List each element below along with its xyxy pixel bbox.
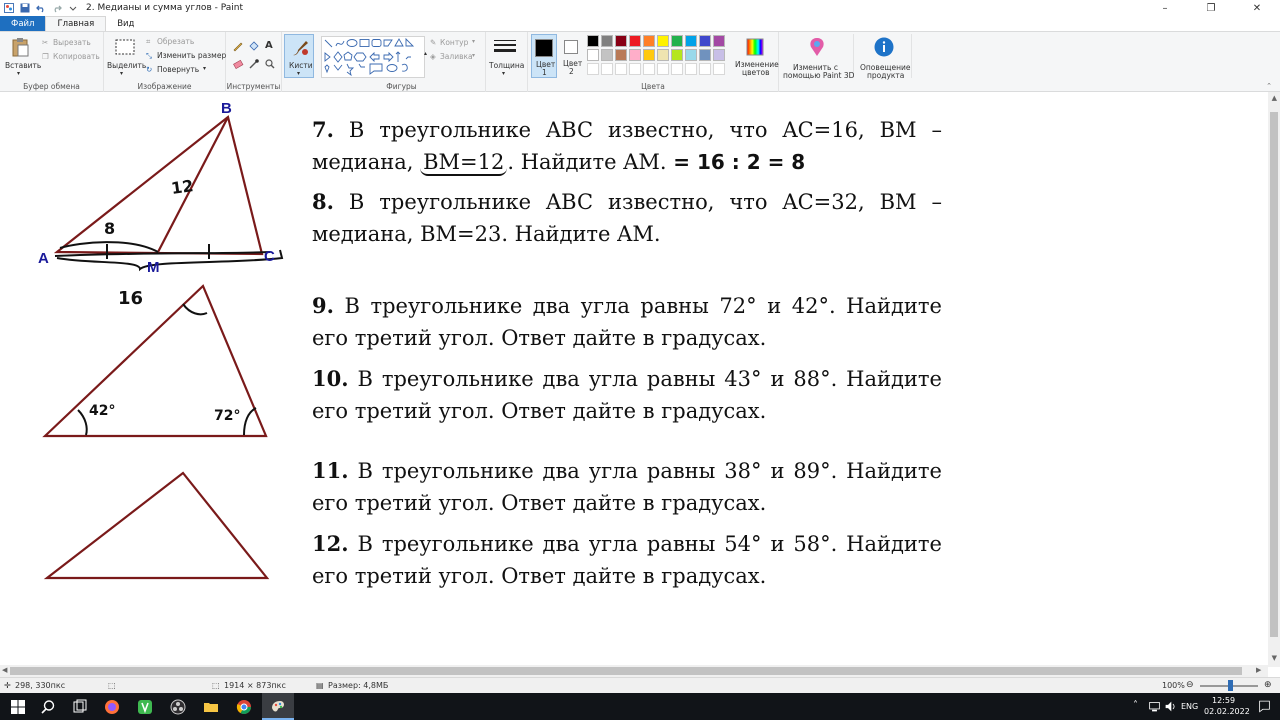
outline-button[interactable] <box>430 38 484 49</box>
crop-icon: ⌗ <box>146 37 151 46</box>
problem-12-text: В треугольнике два угла равны 54° и 58°. Найдите его третий угол. Ответ дайте в градусах. <box>312 532 942 588</box>
paint3d-label-2: помощью Paint 3D <box>783 71 855 80</box>
tools-group-label: Инструменты <box>226 82 281 91</box>
image-dimensions-icon: ⬚ <box>212 681 220 690</box>
problem-9-number: 9. <box>312 293 334 318</box>
tools-group <box>226 32 282 92</box>
clock-time[interactable]: 12:59 <box>1212 696 1236 705</box>
problem-7 <box>312 114 942 178</box>
fill-button[interactable] <box>430 52 484 63</box>
outline-dropdown-icon: ▾ <box>472 38 476 45</box>
color2-button[interactable] <box>559 34 585 78</box>
handwritten-am-length: 8 <box>104 219 116 238</box>
rotate-dropdown-icon: ▾ <box>203 65 207 72</box>
problem-7-after: . Найдите AM. <box>507 150 667 174</box>
task-view-icon[interactable] <box>72 699 88 715</box>
paste-icon <box>12 37 30 57</box>
obs-icon[interactable] <box>170 699 186 715</box>
product-alert-label-2: продукта <box>867 71 905 80</box>
problem-7-number: 7. <box>312 117 334 142</box>
color2-label: Цвет <box>563 59 583 68</box>
network-icon[interactable] <box>1148 700 1161 713</box>
edit-paint3d-button[interactable] <box>780 34 854 78</box>
problem-10 <box>312 363 942 427</box>
palette-swatch[interactable] <box>629 35 641 47</box>
crop-label: Обрезать <box>157 37 195 46</box>
size-label: Толщина <box>489 61 525 70</box>
colors-group <box>527 32 779 92</box>
brush-icon <box>290 38 310 58</box>
firefox-icon[interactable] <box>104 699 120 715</box>
palette-custom-slot[interactable] <box>629 63 641 75</box>
maximize-button[interactable]: ❐ <box>1206 2 1216 14</box>
outline-icon: ✎ <box>430 38 437 47</box>
image-group <box>104 32 226 92</box>
handwritten-marks <box>55 242 282 269</box>
problem-11-text: В треугольнике два угла равны 38° и 89°. Найдите его третий угол. Ответ дайте в градусах. <box>312 459 942 515</box>
status-bar <box>0 677 1280 693</box>
brushes-label: Кисти <box>289 61 313 70</box>
problem-12 <box>312 528 942 592</box>
palette-swatch[interactable] <box>587 35 599 47</box>
tray-expand-icon[interactable]: ˄ <box>1133 700 1138 711</box>
cursor-position: 298, 330пкс <box>15 681 66 690</box>
canvas[interactable] <box>0 92 1280 677</box>
palette-swatch[interactable] <box>615 49 627 61</box>
colors-group-label: Цвета <box>641 82 665 91</box>
collapse-ribbon-icon[interactable]: ⌃ <box>1266 82 1272 90</box>
problem-12-number: 12. <box>312 531 349 556</box>
chrome-icon[interactable] <box>236 699 252 715</box>
palette-custom-slot[interactable] <box>615 63 627 75</box>
vertex-label-a: A <box>38 250 49 267</box>
customize-quick-access-icon[interactable] <box>68 3 78 13</box>
edit-colors-button[interactable] <box>732 34 778 78</box>
problem-8-number: 8. <box>312 189 334 214</box>
copy-button[interactable] <box>42 52 102 63</box>
cursor-position-icon: ✛ <box>4 681 11 690</box>
handwritten-angle-42: 42° <box>89 403 116 419</box>
crop-button[interactable] <box>146 37 224 48</box>
notifications-icon[interactable] <box>1258 699 1271 713</box>
fill-icon: ◈ <box>430 52 436 61</box>
handwritten-ac-length: 16 <box>118 288 144 309</box>
palette-swatch[interactable] <box>657 35 669 47</box>
fill-bucket-icon[interactable] <box>248 40 260 52</box>
edit-colors-icon <box>746 38 764 56</box>
title-bar <box>0 0 1280 16</box>
fill-dropdown-icon: ▾ <box>472 52 476 59</box>
image-group-label: Изображение <box>137 82 192 91</box>
tab-view[interactable]: Вид <box>117 18 135 29</box>
shapes-gallery[interactable] <box>321 36 428 78</box>
palette-custom-slot[interactable] <box>657 63 669 75</box>
color-palette <box>587 35 737 79</box>
palette-swatch[interactable] <box>601 49 613 61</box>
palette-custom-slot[interactable] <box>643 63 655 75</box>
problem-11 <box>312 455 942 519</box>
paste-label: Вставить <box>5 61 42 70</box>
close-button[interactable]: ✕ <box>1252 2 1262 14</box>
line-thickness-icon <box>494 39 516 55</box>
save-icon[interactable] <box>20 3 30 13</box>
palette-swatch[interactable] <box>629 49 641 61</box>
window-title: 2. Медианы и сумма углов - Paint <box>86 3 243 13</box>
rotate-icon: ↻ <box>146 65 153 74</box>
palette-swatch[interactable] <box>685 35 697 47</box>
quick-access-toolbar <box>0 3 78 13</box>
rotate-label: Повернуть <box>157 65 200 74</box>
resize-label: Изменить размер <box>157 51 227 60</box>
tab-file[interactable]: Файл <box>0 16 45 31</box>
cut-button[interactable] <box>42 38 102 49</box>
taskbar <box>0 693 1280 720</box>
problem-10-text: В треугольнике два угла равны 43° и 88°. Найдите его третий угол. Ответ дайте в градусах. <box>312 367 942 423</box>
selection-size-icon: ⬚ <box>108 681 116 690</box>
eraser-icon[interactable] <box>232 58 244 70</box>
info-icon <box>874 37 894 57</box>
vertex-label-b: B <box>221 100 232 117</box>
windows-start-icon[interactable] <box>10 699 26 715</box>
text-tool-icon[interactable]: A <box>265 40 273 51</box>
shapes-group-label: Фигуры <box>386 82 417 91</box>
paint3d-label-1: Изменить с <box>793 63 838 72</box>
handwritten-bm-length: 12 <box>169 176 195 198</box>
problem-8 <box>312 186 942 250</box>
ribbon-tabs <box>0 16 1280 31</box>
shapes-group <box>318 32 486 92</box>
select-label: Выделить <box>107 61 147 70</box>
resize-icon: ⤡ <box>146 51 152 60</box>
palette-custom-slot[interactable] <box>587 63 599 75</box>
palette-swatch[interactable] <box>657 49 669 61</box>
scroll-left-icon[interactable]: ◀ <box>2 666 8 674</box>
zoom-out-icon[interactable]: ⊖ <box>1186 680 1194 690</box>
palette-swatch[interactable] <box>713 49 725 61</box>
color1-number: 1 <box>542 68 547 77</box>
palette-swatch[interactable] <box>713 35 725 47</box>
vertex-label-c: C <box>264 248 275 265</box>
palette-swatch[interactable] <box>671 35 683 47</box>
color1-swatch <box>535 39 553 57</box>
palette-custom-slot[interactable] <box>713 63 725 75</box>
tab-home[interactable]: Главная <box>45 16 106 31</box>
problem-9 <box>312 290 942 354</box>
select-button[interactable] <box>106 35 147 77</box>
problem-11-number: 11. <box>312 458 349 483</box>
paste-dropdown-icon[interactable]: ▾ <box>17 70 21 77</box>
palette-custom-slot[interactable] <box>699 63 711 75</box>
palette-custom-slot[interactable] <box>685 63 697 75</box>
select-icon <box>115 39 135 55</box>
palette-swatch[interactable] <box>699 35 711 47</box>
search-icon[interactable] <box>40 699 56 715</box>
problem-7-text: В треугольнике ABC известно, что AC=16, BM – медиана, <box>312 118 942 174</box>
paint-taskbar-button[interactable] <box>262 693 294 720</box>
file-size: Размер: 4,8МБ <box>328 681 389 690</box>
clipboard-group <box>0 32 104 92</box>
cut-label: Вырезать <box>53 38 91 47</box>
shapes-scroll-icon[interactable]: ▴ <box>424 50 428 57</box>
triangle-3 <box>47 473 267 578</box>
horizontal-scroll-thumb[interactable] <box>10 667 1242 675</box>
paint-app-icon <box>4 3 14 13</box>
copy-label: Копировать <box>53 52 100 61</box>
palette-swatch[interactable] <box>699 49 711 61</box>
problem-9-text: В треугольнике два угла равны 72° и 42°. Найдите его третий угол. Ответ дайте в градусах. <box>312 294 942 350</box>
palette-swatch[interactable] <box>587 49 599 61</box>
size-button[interactable] <box>487 34 523 78</box>
pencil-icon[interactable] <box>232 40 244 52</box>
palette-custom-slot[interactable] <box>601 63 613 75</box>
color2-number: 2 <box>569 67 574 76</box>
paint3d-icon <box>808 37 826 57</box>
size-dropdown-icon: ▾ <box>502 70 506 77</box>
geometry-drawing <box>0 92 300 592</box>
vertex-label-m: M <box>147 259 160 276</box>
copy-icon: ❐ <box>42 52 49 61</box>
file-size-icon: ▤ <box>316 681 324 690</box>
file-explorer-icon[interactable] <box>203 699 219 715</box>
zoom-level: 100% <box>1162 681 1185 690</box>
scissors-icon: ✂ <box>42 38 49 47</box>
clipboard-group-label: Буфер обмена <box>23 82 80 91</box>
image-dimensions: 1914 × 873пкс <box>224 681 286 690</box>
outline-label: Контур <box>440 38 469 47</box>
edit-colors-label-1: Изменение <box>735 60 779 69</box>
language-indicator[interactable]: ENG <box>1181 702 1199 711</box>
scroll-right-icon[interactable]: ▶ <box>1256 666 1262 674</box>
color-picker-icon[interactable] <box>248 58 260 70</box>
color1-button[interactable] <box>531 34 557 78</box>
color2-swatch <box>564 40 578 54</box>
problem-7-boxed: BM=12 <box>420 150 507 176</box>
scroll-up-icon[interactable]: ▲ <box>1271 94 1277 102</box>
palette-swatch[interactable] <box>671 49 683 61</box>
fill-label: Заливка <box>440 52 473 61</box>
problem-7-handwritten: = 16 : 2 = 8 <box>673 150 806 174</box>
paint-taskbar-icon <box>270 699 286 715</box>
clock-date[interactable]: 02.02.2022 <box>1204 707 1250 716</box>
palette-swatch[interactable] <box>615 35 627 47</box>
handwritten-angle-72: 72° <box>214 408 241 424</box>
product-alert-button[interactable] <box>856 34 912 78</box>
brushes-button[interactable] <box>284 34 314 78</box>
palette-swatch[interactable] <box>601 35 613 47</box>
green-app-icon[interactable] <box>137 699 153 715</box>
shapes-gallery-icon <box>322 37 424 77</box>
vertical-scroll-thumb[interactable] <box>1270 112 1278 637</box>
resize-button[interactable] <box>146 51 227 62</box>
magnifier-icon[interactable] <box>264 58 276 70</box>
palette-swatch[interactable] <box>685 49 697 61</box>
color1-label: Цвет <box>536 60 556 69</box>
minimize-button[interactable]: – <box>1162 2 1168 14</box>
zoom-slider-thumb[interactable] <box>1228 680 1233 691</box>
paste-button[interactable] <box>4 35 42 77</box>
zoom-in-icon[interactable]: ⊕ <box>1264 680 1272 690</box>
ribbon <box>0 31 1280 92</box>
volume-icon[interactable] <box>1164 700 1177 713</box>
triangle-abc <box>57 117 262 254</box>
product-alert-label-1: Оповещение <box>860 63 911 72</box>
palette-swatch[interactable] <box>643 35 655 47</box>
problem-8-text: В треугольнике ABC известно, что AC=32, BM – медиана, BM=23. Найдите AM. <box>312 190 942 246</box>
rotate-button[interactable] <box>146 65 224 76</box>
redo-icon[interactable] <box>52 3 62 13</box>
select-dropdown-icon[interactable]: ▾ <box>120 70 124 77</box>
palette-swatch[interactable] <box>643 49 655 61</box>
undo-icon[interactable] <box>36 3 46 13</box>
scroll-down-icon[interactable]: ▼ <box>1271 654 1277 662</box>
palette-custom-slot[interactable] <box>671 63 683 75</box>
brushes-dropdown-icon: ▾ <box>297 70 301 77</box>
edit-colors-label-2: цветов <box>742 68 770 77</box>
problem-10-number: 10. <box>312 366 349 391</box>
